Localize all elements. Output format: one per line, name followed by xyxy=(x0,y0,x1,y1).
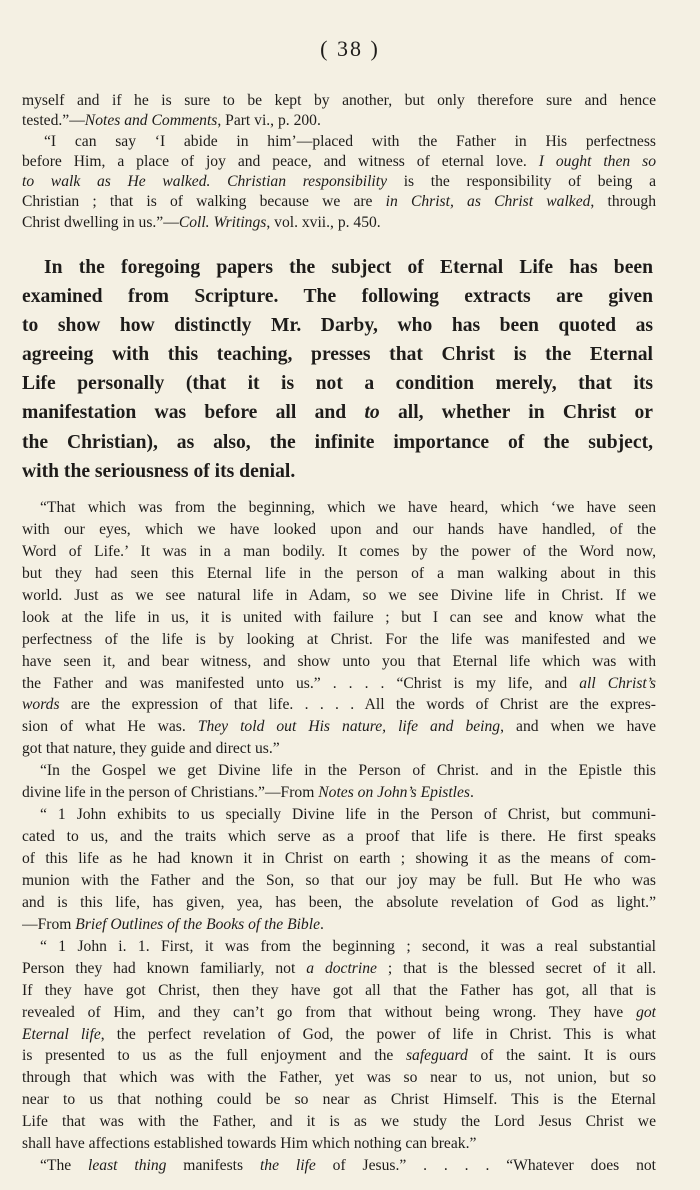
text-segment: . xyxy=(320,915,324,933)
text-segment: all, whether in Christ or xyxy=(379,402,653,424)
italic-text: Notes on John’s Epistles xyxy=(318,784,470,802)
text-segment: with our eyes, which we have looked upon and our hands have handled, of the xyxy=(22,520,656,538)
italic-text: Brief Outlines of the Books of the Bible xyxy=(75,915,320,933)
intro-paragraph xyxy=(22,253,653,486)
text-line xyxy=(22,1111,656,1133)
text-segment: , vol. xvii., p. 450. xyxy=(266,213,381,231)
text-line xyxy=(22,282,653,311)
italic-text: They told out His nature, life and being xyxy=(197,718,501,736)
text-line xyxy=(22,1045,656,1067)
text-segment: world. Just as we see natural life in Adam, so we see Divine life in Christ. If we xyxy=(22,586,656,604)
text-line xyxy=(22,340,653,369)
text-segment: are the expression of that life. . . . . All the words of Christ are the expres- xyxy=(59,696,656,714)
text-segment: “In the Gospel we get Divine life in the Person of Christ. and in the Epistle this xyxy=(40,762,656,780)
text-line xyxy=(22,253,653,282)
text-segment: cated to us, and the traits which serve as a proof that life is there. He first speaks xyxy=(22,828,656,846)
text-line xyxy=(22,936,656,958)
text-segment: Christ dwelling in us.”— xyxy=(22,213,179,231)
text-line xyxy=(22,369,653,398)
text-segment: is the responsibility of being a xyxy=(387,173,656,191)
text-segment: shall have affections established towards Him which nothing can break.” xyxy=(22,1135,477,1153)
italic-text: words xyxy=(22,696,60,714)
text-segment: with the seriousness of its denial. xyxy=(22,460,296,482)
text-line xyxy=(22,311,653,340)
text-segment: near to us that nothing could be so near as Christ Himself. This is the Eternal xyxy=(22,1091,656,1109)
italic-text: Notes and Comments xyxy=(84,112,218,130)
text-segment: but they had seen this Eternal life in the person of a man walking about in this xyxy=(22,564,656,582)
text-segment: In the foregoing papers the subject of Eternal Life has been xyxy=(44,257,653,278)
italic-text: Eternal life xyxy=(22,1025,101,1043)
text-segment: agreeing with this teaching, presses that Christ is the Eternal xyxy=(22,344,653,366)
text-line xyxy=(22,651,656,673)
text-line xyxy=(22,192,656,212)
text-line xyxy=(22,1155,656,1177)
text-segment: manifests xyxy=(166,1157,260,1175)
text-segment: examined from Scripture. The following extracts are given xyxy=(22,286,653,308)
text-segment: “That which was from the beginning, which we have heard, which ‘we have seen xyxy=(40,499,656,516)
text-line xyxy=(22,563,656,585)
text-segment: of Jesus.” . . . . “Whatever does not xyxy=(315,1157,656,1175)
text-segment: If they have got Christ, then they have got all that the Father has got, all that is xyxy=(22,981,656,999)
text-line xyxy=(22,607,656,629)
text-line xyxy=(22,172,656,192)
text-segment: to show how distinctly Mr. Darby, who has been quoted as xyxy=(22,315,653,337)
text-segment: is presented to us as the full enjoyment and the xyxy=(22,1047,406,1065)
text-segment: , Part vi., p. 200. xyxy=(217,112,321,130)
text-line xyxy=(22,716,656,738)
text-segment: Life that was with the Father, and it is as we study the Lord Jesus Christ we xyxy=(22,1113,656,1131)
italic-text: safeguard xyxy=(405,1047,468,1065)
text-line xyxy=(22,782,656,804)
text-line xyxy=(22,132,656,152)
text-line xyxy=(22,892,656,914)
text-line xyxy=(22,585,656,607)
text-line xyxy=(22,1002,656,1024)
text-line xyxy=(22,673,656,695)
text-segment: divine life in the person of Christians.”—From xyxy=(22,784,319,802)
text-segment: , the perfect revelation of God, the power of life in Christ. This is what xyxy=(100,1025,656,1043)
text-line xyxy=(22,826,656,848)
text-segment: “The xyxy=(40,1157,89,1175)
text-line xyxy=(22,398,653,427)
text-segment: through that which was with the Father, yet was so near to us, not union, but so xyxy=(22,1069,656,1087)
text-segment: “I can say ‘I abide in him’—placed with the Father in His perfectness xyxy=(44,132,656,150)
text-segment: perfectness of the life is by looking at Christ. For the life was manifested and we xyxy=(22,630,656,648)
text-line xyxy=(22,111,656,131)
text-segment: Word of Life.’ It was in a man bodily. It comes by the power of the Word now, xyxy=(22,542,656,560)
text-segment: tested.”— xyxy=(22,112,85,130)
italic-text: least thing xyxy=(88,1157,167,1175)
italic-text: all Christ’s xyxy=(579,674,656,692)
italic-text: a doctrine xyxy=(306,959,377,977)
quote-block-top xyxy=(22,91,656,233)
text-line xyxy=(22,870,656,892)
text-line xyxy=(22,213,656,233)
text-line xyxy=(22,91,656,111)
text-line xyxy=(22,1067,656,1089)
text-segment: revealed of Him, and they can’t go from that without being wrong. They have xyxy=(22,1003,637,1021)
text-segment: ; that is the blessed secret of it all. xyxy=(376,959,656,977)
text-segment: Person they had known familiarly, not xyxy=(22,959,307,977)
quote-block-main xyxy=(22,497,656,1177)
text-segment: look at the life in us, it is united with failure ; but I can see and know what the xyxy=(22,608,656,626)
text-line xyxy=(22,152,656,172)
text-line xyxy=(22,738,656,760)
text-segment: Christian ; that is of walking because we are xyxy=(22,193,386,211)
text-segment: the Christian), as also, the infinite importance of the subject, xyxy=(22,431,653,453)
text-segment: of this life as he had known it in Christ on earth ; showing it as the means of com- xyxy=(22,850,656,867)
text-line xyxy=(22,980,656,1002)
text-line xyxy=(22,541,656,563)
italic-text: Coll. Writings xyxy=(178,213,267,231)
text-line xyxy=(22,629,656,651)
text-segment: sion of what He was. xyxy=(22,718,198,736)
italic-text: to walk as He walked. Christian responsibility xyxy=(22,173,388,191)
text-line xyxy=(22,694,656,716)
text-segment: and is this life, has given, yea, has been, the absolute revelation of God as light.” xyxy=(22,893,656,911)
text-line xyxy=(22,914,656,936)
text-line xyxy=(22,958,656,980)
text-segment: “ 1 John i. 1. First, it was from the beginning ; second, it was a real substantial xyxy=(40,937,656,955)
italic-text: in Christ, as Christ walked xyxy=(385,193,591,211)
italic-text: to xyxy=(364,402,380,424)
text-segment: “ 1 John exhibits to us specially Divine life in the Person of Christ, but communi- xyxy=(40,806,656,824)
italic-text: got xyxy=(636,1003,656,1021)
text-line xyxy=(22,1133,656,1155)
text-line xyxy=(22,804,656,826)
text-line xyxy=(22,497,656,519)
text-segment: of the saint. It is ours xyxy=(467,1047,656,1065)
text-line xyxy=(22,428,653,457)
text-segment: manifestation was before all and xyxy=(22,402,365,424)
text-segment: . xyxy=(470,784,474,802)
text-segment: munion with the Father and the Son, so that our joy may be full. But He who was xyxy=(22,871,656,889)
text-segment: , through xyxy=(590,193,656,211)
text-segment: myself and if he is sure to be kept by another, but only therefore sure and hence xyxy=(22,92,656,109)
text-line xyxy=(22,1089,656,1111)
text-segment: , and when we have xyxy=(500,718,656,736)
text-line xyxy=(22,848,656,870)
text-line xyxy=(22,519,656,541)
italic-text: the life xyxy=(259,1157,316,1175)
page-number: ( 38 ) xyxy=(320,36,380,61)
text-segment: have seen it, and bear witness, and show unto you that Eternal life which was with xyxy=(22,652,656,670)
text-segment: got that nature, they guide and direct us.” xyxy=(22,740,280,758)
text-line xyxy=(22,760,656,782)
text-segment: the Father and was manifested unto us.” . . . . “Christ is my life, and xyxy=(22,674,580,692)
text-line xyxy=(22,1024,656,1046)
italic-text: I ought then so xyxy=(538,152,656,170)
text-line xyxy=(22,457,653,486)
text-segment: before Him, a place of joy and peace, and witness of eternal love. xyxy=(22,152,539,170)
text-segment: —From xyxy=(22,915,76,933)
text-segment: Life personally (that it is not a condition merely, that its xyxy=(22,373,653,395)
